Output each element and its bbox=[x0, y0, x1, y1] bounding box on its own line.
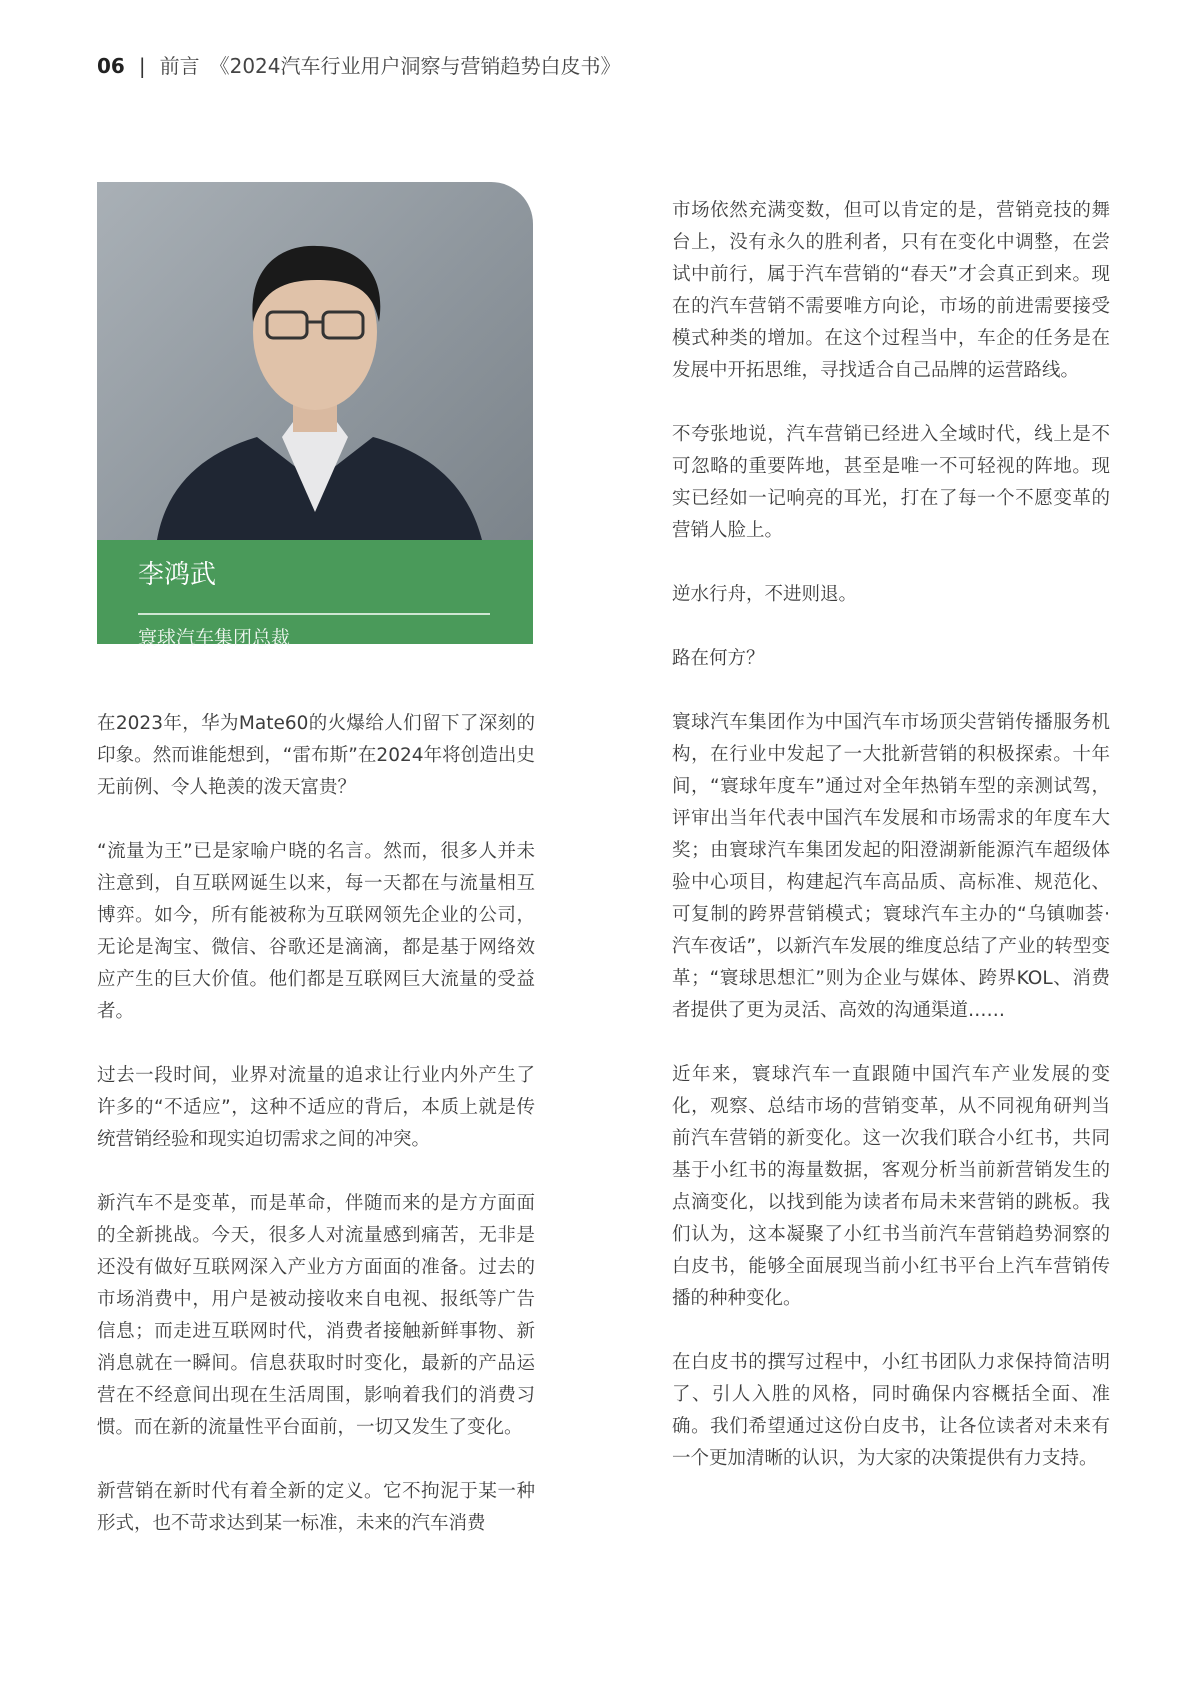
caption-divider bbox=[138, 613, 490, 615]
paragraph: 近年来，寰球汽车一直跟随中国汽车产业发展的变化，观察、总结市场的营销变革，从不同视角研判当前汽车营销的新变化。这一次我们联合小红书，共同基于小红书的海量数据，客观分析当前新营销发生的点滴变化，以找到能为读者布局未来营销的跳板。我们认为，这本凝聚了小红书当前汽车营销趋势洞察的白皮书，能够全面展现当前小红书平台上汽车营销传播的种种变化。 bbox=[672, 1064, 1110, 1309]
paragraph: 路在何方？ bbox=[672, 648, 765, 669]
page-header bbox=[97, 50, 621, 79]
profile-role: 寰球汽车集团总裁 bbox=[138, 627, 291, 649]
profile-caption bbox=[97, 540, 533, 649]
paragraph: 逆水行舟，不进则退。 bbox=[672, 584, 858, 605]
paragraph: 市场依然充满变数，但可以肯定的是，营销竞技的舞台上，没有永久的胜利者，只有在变化中调整，在尝试中前行，属于汽车营销的“春天”才会真正到来。现在的汽车营销不需要唯方向论，市场的前进需要接受模式种类的增加。在这个过程当中，车企的任务是在发展中开拓思维，寻找适合自己品牌的运营路线。 bbox=[672, 200, 1110, 381]
page-number: 06 bbox=[97, 54, 125, 78]
person-portrait-icon bbox=[97, 182, 533, 540]
paragraph: 新营销在新时代有着全新的定义。它不拘泥于某一种形式，也不苛求达到某一标准，未来的汽车消费 bbox=[97, 1481, 535, 1534]
paragraph: 在2023年，华为Mate60的火爆给人们留下了深刻的印象。然而谁能想到，“雷布斯”在2024年将创造出史无前例、令人艳羡的泼天富贵？ bbox=[97, 713, 535, 798]
section-label: 前言 bbox=[159, 54, 200, 78]
document-title: 《2024汽车行业用户洞察与营销趋势白皮书》 bbox=[209, 54, 621, 78]
paragraph: 寰球汽车集团作为中国汽车市场顶尖营销传播服务机构，在行业中发起了一大批新营销的积极探索。十年间，“寰球年度车”通过对全年热销车型的亲测试驾，评审出当年代表中国汽车发展和市场需求的年度车大奖；由寰球汽车集团发起的阳澄湖新能源汽车超级体验中心项目，构建起汽车高品质、高标准、规范化、可复制的跨界营销模式；寰球汽车主办的“乌镇咖荟·汽车夜话”，以新汽车发展的维度总结了产业的转型变革；“寰球思想汇”则为企业与媒体、跨界KOL、消费者提供了更为灵活、高效的沟通渠道…… bbox=[672, 712, 1110, 1021]
paragraph: “流量为王”已是家喻户晓的名言。然而，很多人并未注意到，自互联网诞生以来，每一天都在与流量相互博弈。如今，所有能被称为互联网领先企业的公司，无论是淘宝、微信、谷歌还是滴滴，都是基于网络效应产生的巨大价值。他们都是互联网巨大流量的受益者。 bbox=[97, 841, 535, 1022]
header-separator: | bbox=[138, 54, 146, 78]
paragraph: 不夸张地说，汽车营销已经进入全域时代，线上是不可忽略的重要阵地，甚至是唯一不可轻视的阵地。现实已经如一记响亮的耳光，打在了每一个不愿变革的营销人脸上。 bbox=[672, 424, 1110, 541]
left-text-column bbox=[97, 708, 535, 1572]
paragraph: 在白皮书的撰写过程中，小红书团队力求保持简洁明了、引人入胜的风格，同时确保内容概括全面、准确。我们希望通过这份白皮书，让各位读者对未来有一个更加清晰的认识，为大家的决策提供有力支持。 bbox=[672, 1352, 1110, 1469]
profile-name: 李鸿武 bbox=[138, 560, 217, 590]
paragraph: 过去一段时间，业界对流量的追求让行业内外产生了许多的“不适应”，这种不适应的背后，本质上就是传统营销经验和现实迫切需求之间的冲突。 bbox=[97, 1065, 535, 1150]
paragraph: 新汽车不是变革，而是革命，伴随而来的是方方面面的全新挑战。今天，很多人对流量感到痛苦，无非是还没有做好互联网深入产业方方面面的准备。过去的市场消费中，用户是被动接收来自电视、报纸等广告信息；而走进互联网时代，消费者接触新鲜事物、新消息就在一瞬间。信息获取时时变化，最新的产品运营在不经意间出现在生活周围，影响着我们的消费习惯。而在新的流量性平台面前，一切又发生了变化。 bbox=[97, 1193, 535, 1438]
right-text-column bbox=[672, 195, 1110, 1507]
portrait-photo bbox=[97, 182, 533, 540]
